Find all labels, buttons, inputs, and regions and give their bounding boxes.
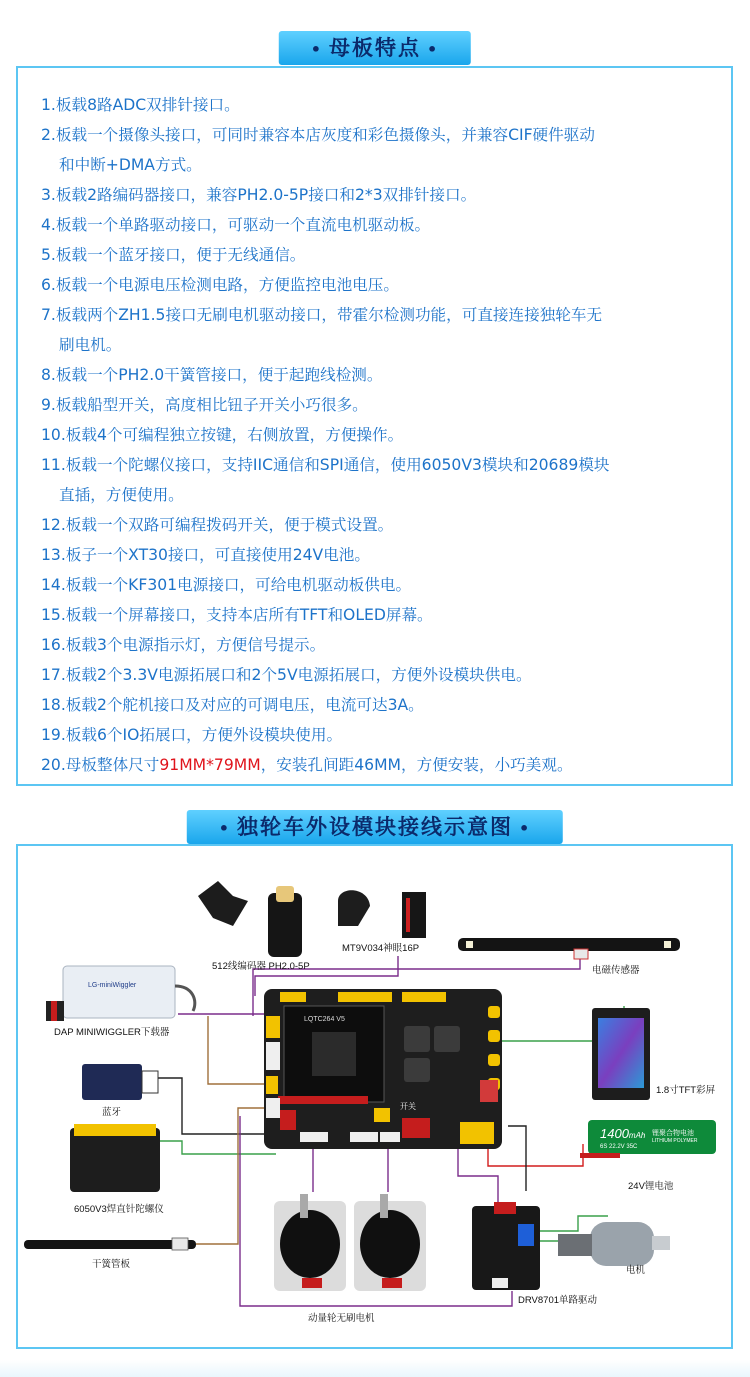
downloader-brand: LG-miniWiggler: [88, 982, 137, 989]
feature-item: [41, 420, 731, 450]
feature-item: [41, 390, 731, 420]
battery-capacity: 1400mAh: [600, 1126, 646, 1141]
feature-text: 12.板载一个双路可编程拨码开关，便于模式设置。: [41, 516, 394, 534]
feature-text: 6.板载一个电源电压检测电路，方便监控电池电压。: [41, 276, 399, 294]
feature-text: 9.板载船型开关，高度相比钮子开关小巧很多。: [41, 396, 368, 414]
feature-text: 18.板载2个舵机接口及对应的可调电压，电流可达3A。: [41, 696, 424, 714]
feature-item: [41, 240, 731, 270]
bluetooth-module: [82, 1064, 158, 1100]
feature-text: 11.板载一个陀螺仪接口，支持IIC通信和SPI通信，使用6050V3模块和20689模块: [41, 456, 610, 474]
label-encoder: 512线编码器 PH2.0-5P: [212, 961, 310, 972]
feature-item: [41, 210, 731, 240]
dc-motor: [558, 1222, 670, 1266]
feature-text: 10.板载4个可编程独立按键，右侧放置，方便操作。: [41, 426, 404, 444]
feature-item: [41, 360, 731, 390]
tft-screen-module: [592, 1008, 650, 1100]
feature-item: [41, 180, 731, 210]
feature-text: 17.板载2个3.3V电源拓展口和2个5V电源拓展口，方便外设模块供电。: [41, 666, 532, 684]
feature-text: 5.板载一个蓝牙接口，便于无线通信。: [41, 246, 306, 264]
feature-text: 1.板载8路ADC双排针接口。: [41, 96, 240, 114]
feature-text: 4.板载一个单路驱动接口，可驱动一个直流电机驱动板。: [41, 216, 431, 234]
feature-text: 13.板子一个XT30接口，可直接使用24V电池。: [41, 546, 370, 564]
camera-module: [338, 890, 426, 938]
diagram-title: • 独轮车外设模块接线示意图 •: [187, 810, 563, 844]
feature-item: [41, 300, 731, 360]
feature-item: [41, 120, 731, 180]
footer-fade: [0, 1360, 750, 1377]
label-downloader: DAP MINIWIGGLER下载器: [54, 1027, 170, 1038]
wire-driver: [508, 1126, 526, 1191]
feature-item: [41, 510, 731, 540]
feature-text: 7.板载两个ZH1.5接口无刷电机驱动接口，带霍尔检测功能，可直接连接独轮车无: [41, 306, 603, 324]
features-box: [16, 66, 733, 786]
features-title: • 母板特点 •: [279, 31, 471, 65]
feature-item: [41, 690, 731, 720]
reed-module: [24, 1238, 196, 1250]
chip-label: LQTC264 V5: [304, 1016, 345, 1023]
label-bluetooth: 蓝牙: [102, 1107, 122, 1118]
battery-spec: 6S 22.2V 35C: [600, 1144, 638, 1150]
downloader-module: [46, 966, 195, 1021]
feature-text: 3.板载2路编码器接口，兼容PH2.0-5P接口和2*3双排针接口。: [41, 186, 477, 204]
feature-item: [41, 630, 731, 660]
feature-text: 15.板载一个屏幕接口，支持本店所有TFT和OLED屏幕。: [41, 606, 433, 624]
battery-brand: 锂聚合物电池: [652, 1130, 694, 1137]
feature-text: ，安装孔间距46MM，方便安装，小巧美观。: [260, 756, 573, 774]
feature-item: [41, 270, 731, 300]
feature-item: [41, 750, 731, 780]
wire-bluetooth: [158, 1078, 268, 1134]
board-size-highlight: 91MM*79MM: [159, 756, 261, 774]
wiring-svg: [18, 846, 731, 1347]
feature-item: [41, 720, 731, 750]
feature-text: 2.板载一个摄像头接口，可同时兼容本店灰度和彩色摄像头，并兼容CIF硬件驱动: [41, 126, 595, 144]
encoder-module: [198, 881, 302, 957]
label-battery: 24V锂电池: [628, 1181, 674, 1192]
label-driver: DRV8701单路驱动: [518, 1295, 598, 1306]
wire-reed: [196, 1108, 268, 1244]
battery-en: LITHIUM POLYMER: [652, 1138, 698, 1144]
feature-text-continued: 直插，方便使用。: [59, 486, 184, 504]
wire-battery: [488, 1144, 583, 1166]
main-board: [264, 989, 502, 1149]
wire-driver-power: [458, 1146, 498, 1206]
feature-text: 14.板载一个KF301电源接口，可给电机驱动板供电。: [41, 576, 412, 594]
feature-item: [41, 450, 731, 510]
feature-text: 20.母板整体尺寸: [41, 756, 160, 774]
bldc-motors: [274, 1194, 426, 1291]
feature-text: 19.板载6个IO拓展口，方便外设模块使用。: [41, 726, 343, 744]
driver-module: [472, 1202, 540, 1290]
feature-item: [41, 90, 731, 120]
feature-item: [41, 570, 731, 600]
em-sensor-module: [458, 938, 680, 959]
feature-list: [18, 68, 731, 780]
label-bldc: 动量轮无刷电机: [308, 1313, 375, 1324]
wire-gyro: [158, 1141, 276, 1154]
feature-item: [41, 660, 731, 690]
label-em-sensor: 电磁传感器: [592, 965, 640, 976]
feature-text: 16.板载3个电源指示灯，方便信号提示。: [41, 636, 326, 654]
wire-encoder: [208, 1016, 270, 1084]
switch-label: 开关: [400, 1102, 416, 1111]
gyro-module: [70, 1124, 160, 1192]
feature-text-continued: 刷电机。: [59, 336, 122, 354]
feature-text-continued: 和中断+DMA方式。: [59, 156, 202, 174]
feature-item: [41, 600, 731, 630]
feature-item: [41, 540, 731, 570]
label-screen: 1.8寸TFT彩屏: [656, 1085, 716, 1096]
wiring-diagram: [16, 844, 733, 1349]
label-motor: 电机: [626, 1265, 646, 1276]
label-reed: 干簧管板: [92, 1259, 131, 1270]
label-gyro: 6050V3焊直针陀螺仪: [74, 1204, 164, 1215]
feature-text: 8.板载一个PH2.0干簧管接口，便于起跑线检测。: [41, 366, 383, 384]
label-camera: MT9V034神眼16P: [342, 943, 420, 954]
